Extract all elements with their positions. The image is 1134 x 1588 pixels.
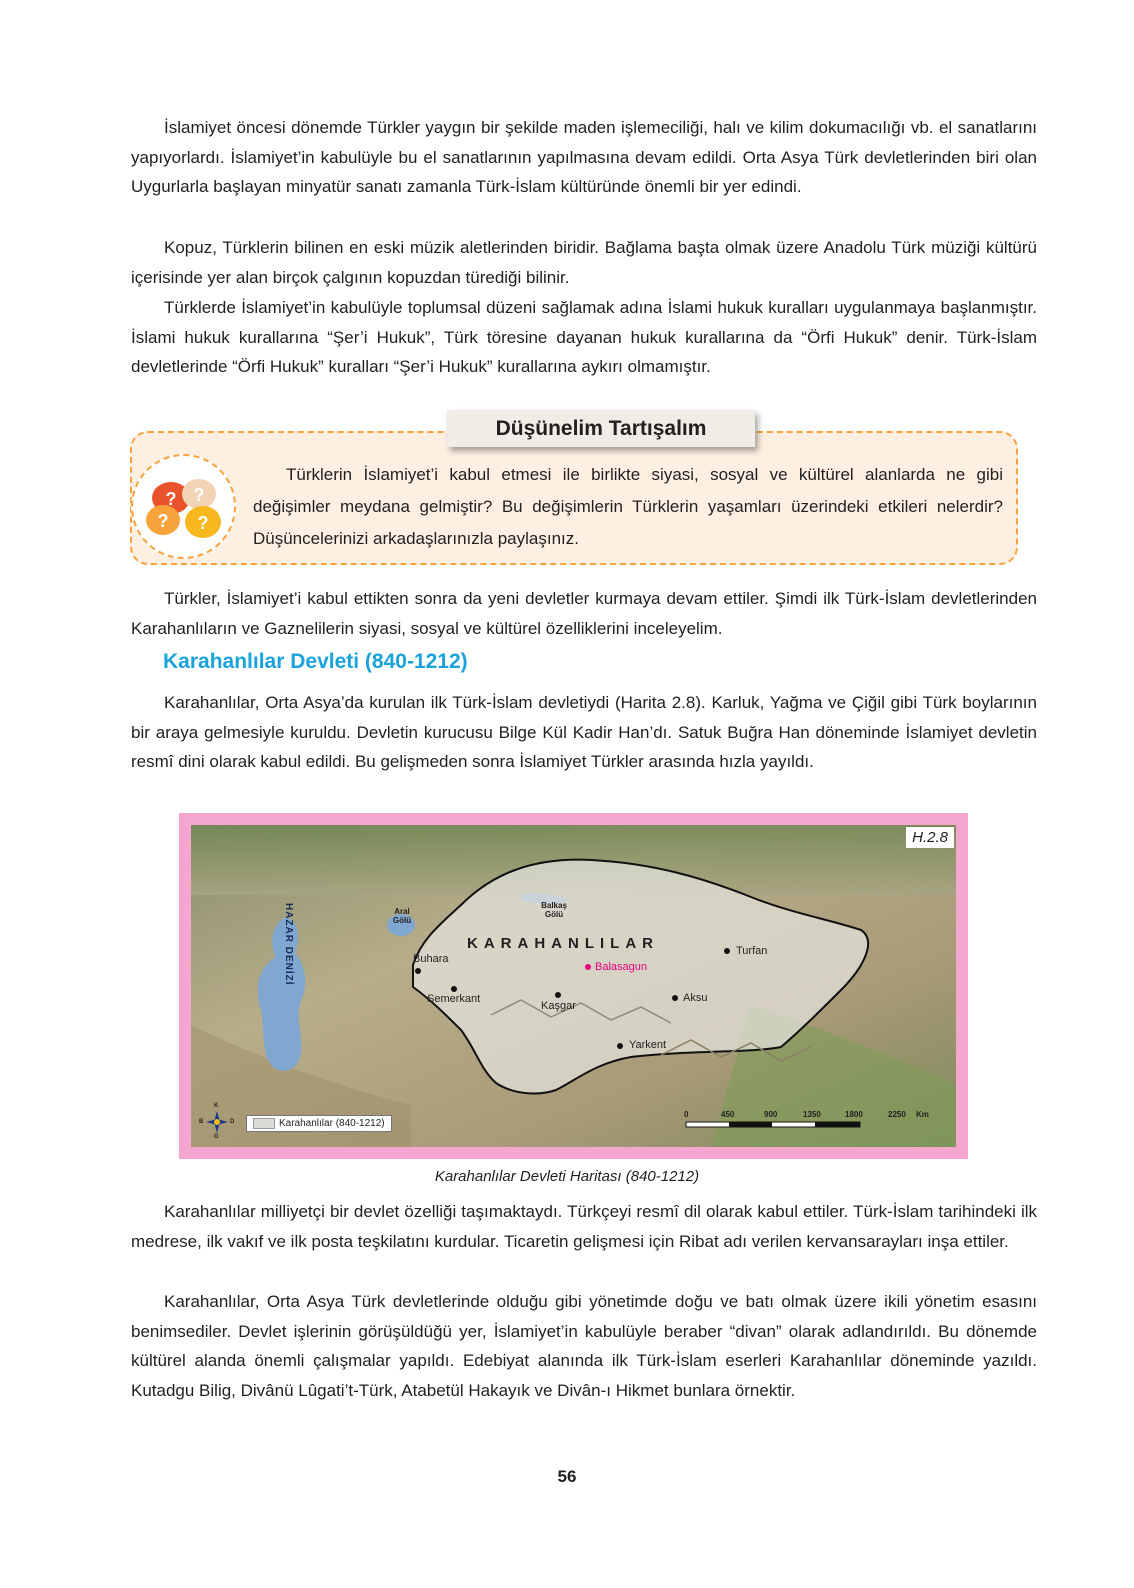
paragraph-intro: Türkler, İslamiyet’i kabul ettikten sonra da yeni devletler kurmaya devam ettiler. Şimdi ilk Türk-İslam devletlerinden Karahanlıların ve Gaznelilerin siyasi, sosyal ve kültürel özelliklerini inceleyelim. <box>131 589 1037 638</box>
scale-label-900: 900 <box>764 1110 778 1119</box>
svg-text:?: ? <box>193 485 205 505</box>
label-karahanlilar: KARAHANLILAR <box>467 935 659 952</box>
scale-label-1350: 1350 <box>803 1110 821 1119</box>
compass-label-e: D <box>230 1119 235 1125</box>
city-dot-buhara <box>415 968 421 974</box>
label-yarkent: Yarkent <box>629 1039 667 1051</box>
map-legend <box>246 1115 392 1132</box>
map-figure <box>179 813 968 1159</box>
label-hazar-denizi: HAZAR DENİZİ <box>283 903 294 986</box>
map-caption: Karahanlılar Devleti Haritası (840-1212) <box>434 1168 700 1185</box>
compass-label-n: K <box>214 1103 219 1109</box>
city-dot-aksu <box>672 995 678 1001</box>
city-dot-kasgar <box>555 992 561 998</box>
label-semerkant: Semerkant <box>427 993 481 1005</box>
paragraph-karahanlilar-founding: Karahanlılar, Orta Asya’da kurulan ilk Türk-İslam devletiydi (Harita 2.8). Karluk, Yağma ve Çiğil gibi Türk boylarının bir araya gelmesiyle kuruldu. Devletin kurucusu Bilge Kül Kadir Han’dı. Satuk Buğra Han döneminde İslamiyet devletin resmî dini olarak kabul edildi. Bu gelişmeden sonra İslamiyet Türkler arasında hızla yayıldı. <box>131 693 1037 771</box>
label-balasagun: Balasagun <box>595 961 647 973</box>
paragraph-kopuz: Kopuz, Türklerin bilinen en eski müzik aletlerinden biridir. Bağlama başta olmak üzere Anadolu Türk müziği kültürü içerisinde yer alan birçok çalgının kopuzdan türediği bilinir. <box>131 238 1037 287</box>
map-code: H.2.8 <box>906 827 954 848</box>
legend-swatch <box>253 1118 275 1129</box>
scale-label-1800: 1800 <box>845 1110 863 1119</box>
scale-label-450: 450 <box>721 1110 735 1119</box>
discussion-text: Türklerin İslamiyet’i kabul etmesi ile birlikte siyasi, sosyal ve kültürel alanlarda ne gibi değişimler meydana gelmiştir? Bu değişimlerin Türklerin yaşamları üzerindeki etkileri nelerdir? Düşüncelerinizi arkadaşlarınızla paylaşınız. <box>253 465 1003 548</box>
label-balkas-golu: Balkaş Gölü <box>541 901 567 919</box>
label-aral-golu: Aral Gölü <box>392 907 412 925</box>
city-dot-yarkent <box>617 1043 623 1049</box>
scale-label-2250: 2250 <box>888 1110 906 1119</box>
compass-label-s: G <box>214 1134 219 1140</box>
label-kasgar: Kaşgar <box>541 1000 576 1012</box>
paragraph-nationalism: Karahanlılar milliyetçi bir devlet özelliği taşımaktaydı. Türkçeyi resmî dil olarak kabul ettiler. Türk-İslam tarihindeki ilk medrese, ilk vakıf ve ilk posta teşkilatını kurdular. Ticaretin gelişmesi için Ribat adı verilen kervansarayları inşa ettiler. <box>131 1202 1037 1251</box>
question-bubbles-icon <box>131 454 236 559</box>
city-dot-turfan <box>724 948 730 954</box>
karahanlilar-map <box>191 825 956 1147</box>
discussion-title: Düşünelim Tartışalım <box>447 410 755 447</box>
map-scale-bar <box>686 1122 860 1127</box>
paragraph-administration: Karahanlılar, Orta Asya Türk devletlerinde olduğu gibi yönetimde doğu ve batı olmak üzere ikili yönetim esasını benimsediler. Devlet işlerinin görüşüldüğü yer, İslamiyet’in kabulüyle beraber “divan” olarak adlandırıldı. Bu dönemde kültürel alanda önemli çalışmalar yapıldı. Edebiyat alanında ilk Türk-İslam eserleri Karahanlılar döneminde yazıldı. Kutadgu Bilig, Divânü Lûgati’t-Türk, Atabetül Hakayık ve Divân-ı Hikmet bunlara örnektir. <box>131 1292 1037 1400</box>
svg-text:?: ? <box>165 489 177 509</box>
svg-text:?: ? <box>157 511 169 531</box>
page-number: 56 <box>557 1467 577 1486</box>
label-aksu: Aksu <box>683 992 708 1004</box>
scale-label-km: Km <box>916 1110 929 1119</box>
section-title: Karahanlılar Devleti (840-1212) <box>163 650 468 673</box>
city-dot-balasagun <box>585 964 591 970</box>
legend-label: Karahanlılar (840-1212) <box>279 1118 385 1129</box>
label-turfan: Turfan <box>736 945 768 957</box>
paragraph-crafts: İslamiyet öncesi dönemde Türkler yaygın bir şekilde maden işlemeciliği, halı ve kilim dokumacılığı vb. el sanatlarını yapıyorlardı. İslamiyet’in kabulüyle bu el sanatlarının yapılmasına devam edildi. Orta Asya Türk devletlerinden biri olan Uygurlarla başlayan minyatür sanatı zamanla Türk-İslam kültüründe önemli bir yer edindi. <box>131 118 1037 196</box>
svg-text:?: ? <box>197 513 209 533</box>
paragraph-law: Türklerde İslamiyet’in kabulüyle toplumsal düzeni sağlamak adına İslami hukuk kuralları uygulanmaya başlanmıştır. İslami hukuk kurallarına “Şer’i Hukuk”, Türk töresine dayanan hukuk kurallarına da “Örfi Hukuk” denir. Türk-İslam devletlerinde “Örfi Hukuk” kuralları “Şer’i Hukuk” kurallarına aykırı olmamıştır. <box>131 298 1037 376</box>
compass-label-w: B <box>199 1119 204 1125</box>
map-terrain <box>191 825 956 1147</box>
city-dot-semerkant <box>451 986 457 992</box>
scale-label-0: 0 <box>684 1110 689 1119</box>
label-buhara: Buhara <box>413 953 449 965</box>
